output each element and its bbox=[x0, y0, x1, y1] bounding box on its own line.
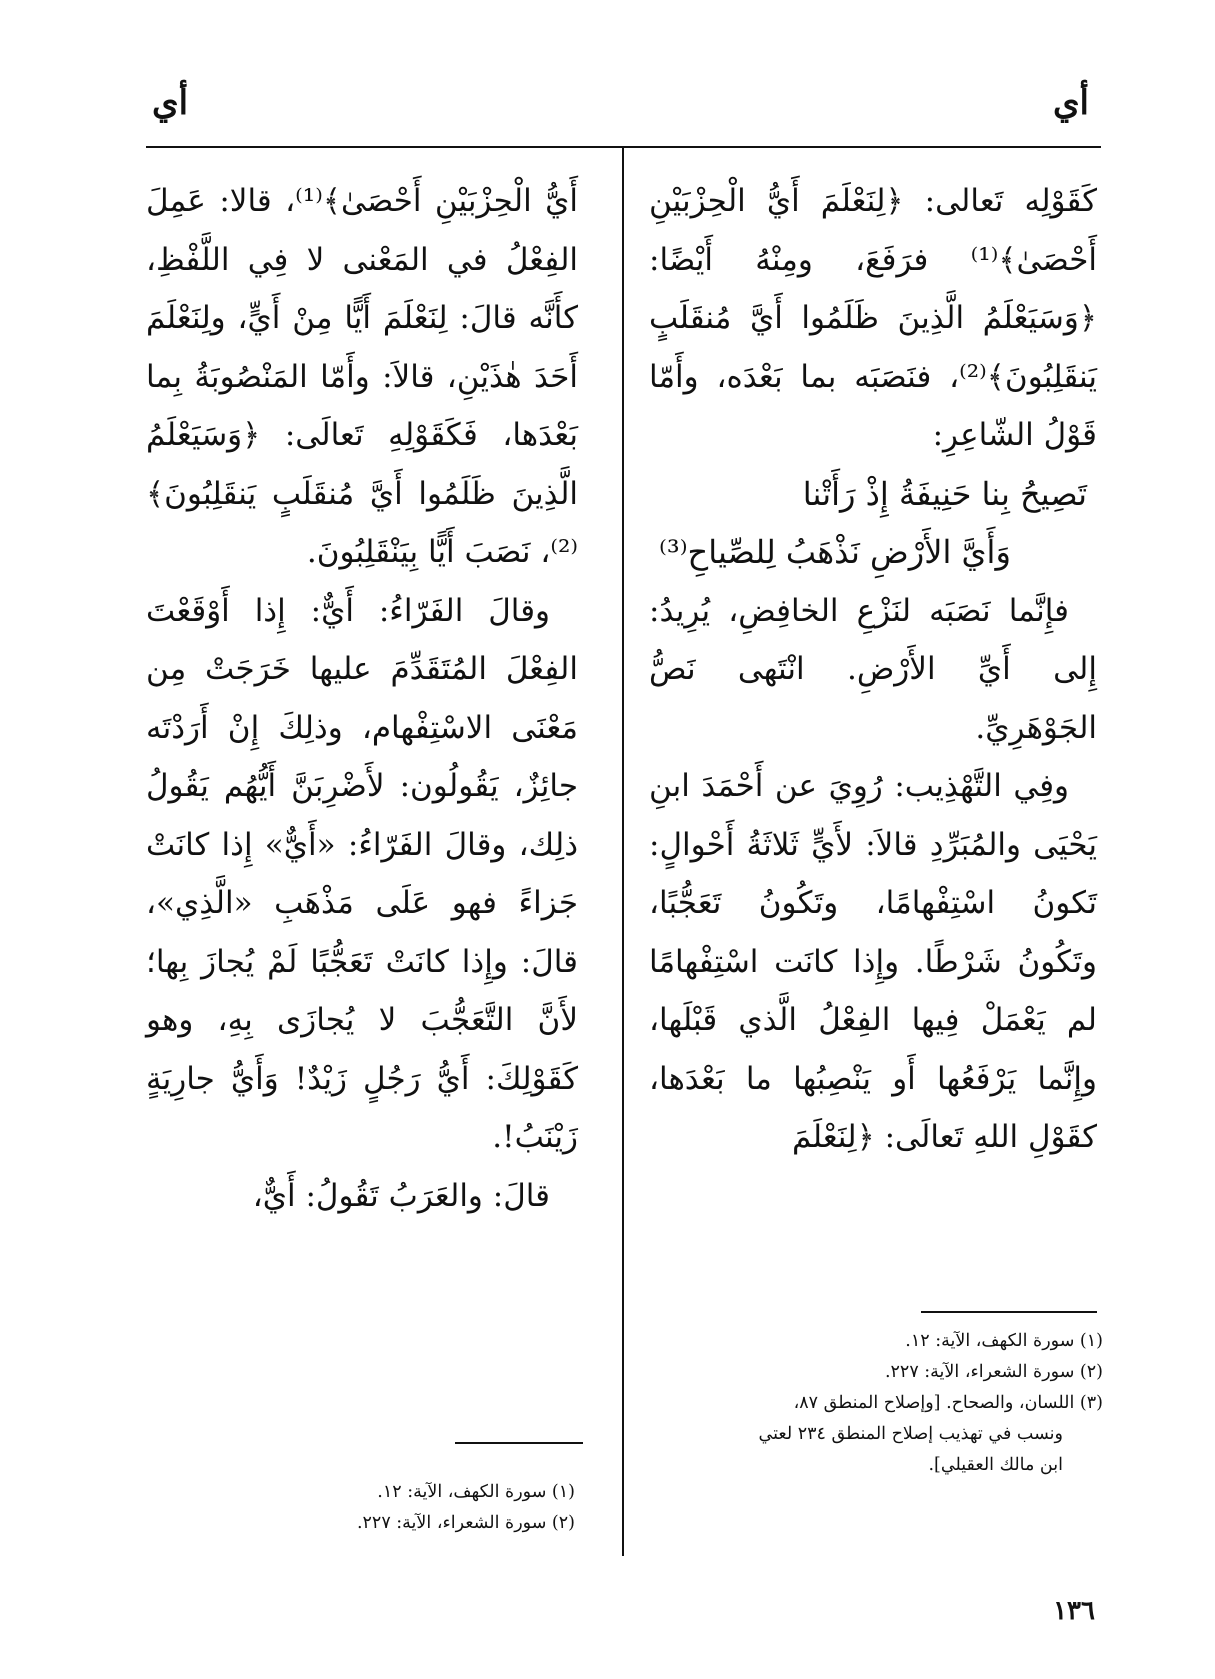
footnote-rule-right bbox=[921, 1311, 1097, 1313]
footnote-1: (١) سورة الكهف، الآية: ١٢. bbox=[905, 1331, 1103, 1351]
footnote-3: (٣) اللسان، والصحاح. [وإصلاح المنطق ٨٧، bbox=[793, 1393, 1103, 1413]
footnote-1: (١) سورة الكهف، الآية: ١٢. bbox=[377, 1482, 575, 1502]
right-column-paragraph-2: فإِنَّما نَصَبَه لنَزْعِ الخافِضِ، يُرِيدُ: إِلى أَيِّ الأَرْضِ. انْتَهى نَصُّ الجَوْهَرِيِّ. bbox=[649, 592, 1097, 746]
poetry-verse-second-hemistich: وَأَيَّ الأَرْضِ نَذْهَبُ لِلصِّياحِ⁽³⁾ bbox=[659, 533, 1011, 571]
poetry-verse-first-hemistich: تَصِيحُ بِنا حَنِيفَةُ إِذْ رَأَتْنا bbox=[802, 474, 1087, 513]
footnotes-left bbox=[135, 1477, 575, 1539]
footnote-rule-left bbox=[455, 1442, 583, 1444]
right-column bbox=[649, 172, 1097, 1167]
footnote-2: (٢) سورة الشعراء، الآية: ٢٢٧. bbox=[884, 1362, 1103, 1382]
left-column-paragraph-3: قالَ: والعَرَبُ تَقُولُ: أَيٌّ، bbox=[252, 1177, 550, 1214]
footnote-3-continuation: ابن مالك العقيلي]. bbox=[928, 1455, 1063, 1475]
left-column-paragraph-2: وقالَ الفَرّاءُ: أَيٌّ: إِذا أَوْقَعْتَ الفِعْلَ المُتَقَدِّمَ عليها خَرَجَتْ مِن مَعْنَى الاسْتِفْهام، وذلِكَ إِنْ أَرَدْتَه جائِزٌ، يَقُولُون: لأَضْرِبَنَّ أَيُّهُم يَقُولُ ذلِك، وقالَ الفَرّاءُ: «أَيٌّ» إِذا كانَتْ جَزاءً فهو عَلَى مَذْهَبِ «الَّذِي»، قالَ: وإِذا كانَتْ تَعَجُّبًا لَمْ يُجازَ بِها؛ لأَنَّ التَّعَجُّبَ لا يُجازَى بِهِ، وهو كَقَوْلِكَ: أَيُّ رَجُلٍ زَيْدٌ! وَأَيُّ جارِيَةٍ زَيْنَبُ!. bbox=[146, 592, 578, 1155]
footnote-2: (٢) سورة الشعراء، الآية: ٢٢٧. bbox=[356, 1513, 575, 1533]
footnote-3-continuation: ونسب في تهذيب إصلاح المنطق ٢٣٤ لعتي bbox=[758, 1424, 1063, 1444]
page-number: ١٣٦ bbox=[1053, 1596, 1095, 1626]
left-column-paragraph-1: أَيُّ الْحِزْبَيْنِ أَحْصَىٰ﴾⁽¹⁾، قالا: عَمِلَ الفِعْلُ في المَعْنى لا فِي اللَّفْظِ، كأَنَّه قالَ: لِنَعْلَمَ أَيًّا مِنْ أَيٍّ، ولِنَعْلَمَ أَحَدَ هٰذَيْنِ، قالاَ: وأَمّا المَنْصُوبَةُ بِما بَعْدَها، فَكَقَوْلِهِ تَعالَى: ﴿وَسَيَعْلَمُ الَّذِينَ ظَلَمُوا أَيَّ مُنقَلَبٍ يَنقَلِبُونَ﴾⁽²⁾، نَصَبَ أَيًّا بِيَنْقَلِبُونَ. bbox=[146, 183, 578, 570]
right-column-paragraph-3: وفِي التَّهْذِيب: رُوِيَ عن أَحْمَدَ ابنِ يَحْيَى والمُبَرِّدِ قالاَ: لأَيٍّ ثَلاثَةُ أَحْوالٍ: تَكونُ اسْتِفْهامًا، وتَكُونُ تَعَجُّبًا، وتَكُونُ شَرْطًا. وإِذا كانَت اسْتِفْهامًا لم يَعْمَلْ فِيها الفِعْلُ الَّذي قَبْلَها، وإِنَّما يَرْفَعُها أَو يَنْصِبُها ما بَعْدَها، كقَوْلِ اللهِ تَعالَى: ﴿لِنَعْلَمَ bbox=[649, 768, 1097, 1155]
right-column-paragraph-1: كَقَوْلِه تَعالى: ﴿لِنَعْلَمَ أَيُّ الْحِزْبَيْنِ أَحْصَىٰ﴾⁽¹⁾ فرَفَعَ، ومِنْهُ أَيْضًا: ﴿وَسَيَعْلَمُ الَّذِينَ ظَلَمُوا أَيَّ مُنقَلَبٍ يَنقَلِبُونَ﴾⁽²⁾، فنَصَبَه بما بَعْدَه، وأَمّا قَوْلُ الشّاعِرِ: bbox=[649, 183, 1097, 453]
left-column bbox=[146, 172, 578, 1225]
column-divider bbox=[622, 148, 624, 1556]
running-header-left: أي bbox=[152, 83, 189, 123]
running-header-right: أي bbox=[1052, 83, 1089, 123]
footnotes-right bbox=[648, 1326, 1103, 1481]
